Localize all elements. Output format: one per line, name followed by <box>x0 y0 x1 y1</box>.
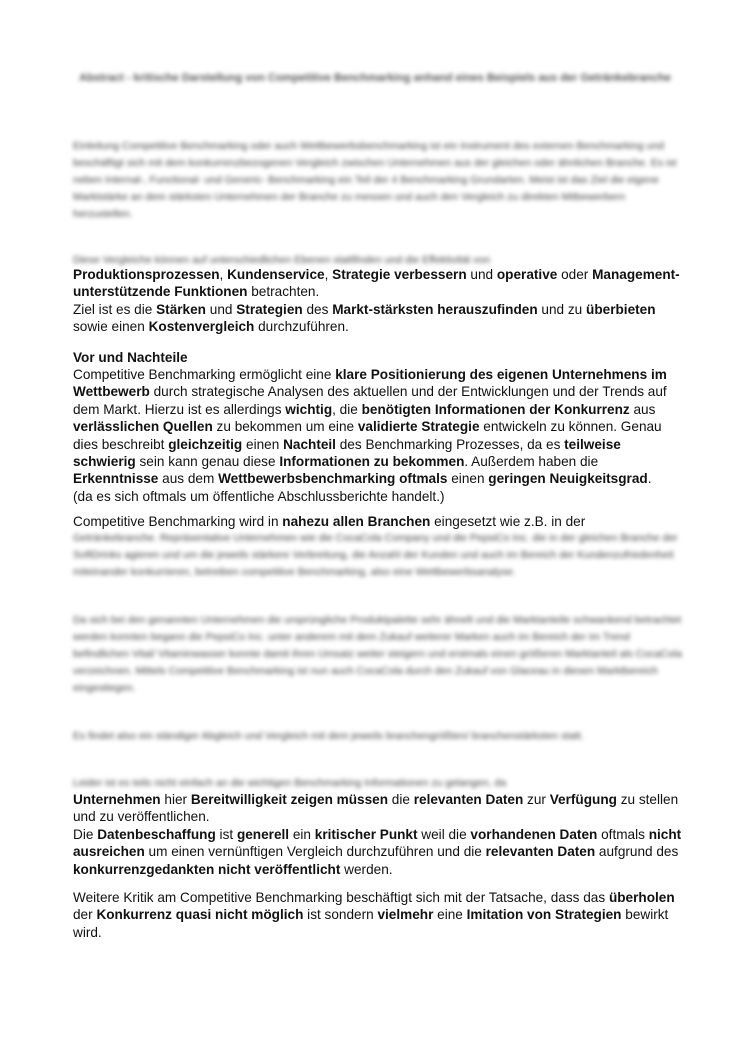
section-ziele: Produktionsprozessen, Kundenservice, Strategie verbessern und operative oder Management-unterstützende Funktionen betrachten. Ziel ist es die Stärken und Strategien des Markt-stärksten herauszufinden und zu überbieten sowie einen Kostenvergleich durchzuführen. <box>73 267 680 335</box>
bold-term: klare Positionierung des eigenen Unternehmens im Wettbewerb <box>73 367 667 400</box>
bold-term: Konkurrenz quasi nicht möglich <box>96 907 304 923</box>
bold-term: Unternehmen <box>73 792 161 807</box>
section-abgleich-blurred: Es findet also ein ständiger Abgleich und Vergleich mit dem jeweils branchengrößten/ branchenstärksten statt. <box>73 730 584 742</box>
bold-term: Verfügung <box>549 792 617 807</box>
bold-term: verlässlichen Quellen <box>73 419 213 435</box>
bold-term: überholen <box>608 890 675 905</box>
bold-term: generell <box>236 826 290 842</box>
bold-term: Informationen zu bekommen <box>279 454 465 470</box>
section-branchen-blurred: Getränkebranche. Repräsentative Unternehmen wie die CocaCola Company und die PepsiCo Inc. die in der gleichen Branche der SoftDrinks agieren und um die jeweils stärkere Verbreitung, die Anzahl der Kunden und auch im Bereich der Kundenzufriedenheit miteinander konkurrieren, betreiben competitive Benchmarking, also eine Wettbewerbsanalyse. <box>73 532 678 578</box>
bold-term: konkurrenzgedankten nicht veröffentlicht <box>73 861 341 877</box>
section-kritik-blurred: Leider ist es teils nicht einfach an die wichtigen Benchmarking Informationen zu gelangen, da <box>73 777 507 789</box>
bold-term: benötigten Informationen der Konkurrenz <box>361 401 630 417</box>
bold-term: Produktionsprozessen <box>73 267 220 282</box>
bold-term: nahezu allen Branchen <box>282 514 431 529</box>
bold-term: relevanten Daten <box>413 792 524 807</box>
section-branchen-lead: Competitive Benchmarking wird in nahezu allen Branchen eingesetzt wie z.B. in der <box>73 514 586 529</box>
bold-term: wichtig <box>285 401 333 417</box>
intro-tail-blurred: Diese Vergleiche können auf unterschiedlichen Ebenen stattfinden und die Effektivität von <box>73 254 491 266</box>
section-pepsico-blurred: Da sich bei den genannten Unternehmen die ursprüngliche Produktpalette sehr ähnelt und die Marktanteile schwankend betrachtet werden konnten begann die PepsiCo Inc. unter anderem mit dem Zukauf weiterer Marken auch im Bereich der im Trend befindlichen Vital/ Vitaminwasser konnte damit ihren Umsatz weiter steigern und erstmals einen größeren Marktanteil als CocaCola verzeichnen. Mittels Competitive Benchmarking ist nun auch CocaCola durch den Zukauf von Glaceau in diesen Marktbereich eingestiegen. <box>73 614 682 694</box>
document-title: Abstract - kritische Darstellung von Competitive Benchmarking anhand eines Beispiels aus der Getränkebranche <box>79 72 671 84</box>
section-kritik: Unternehmen hier Bereitwilligkeit zeigen müssen die relevanten Daten zur Verfügung zu stellen und zu veröffentlichen. Die Datenbeschaffung ist generell ein kritischer Punkt weil die vorhandenen Daten oftmals nicht ausreichen um einen vernünftigen Vergleich durchzuführen und die relevanten Daten aufgrund des konkurrenzgedankten nicht veröffentlicht werden. <box>73 792 682 877</box>
bold-term: Kostenvergleich <box>148 319 255 335</box>
bold-term: Datenbeschaffung <box>97 826 216 842</box>
heading-vor-nachteile: Vor und Nachteile <box>73 350 188 365</box>
bold-term: gleichzeitig <box>168 436 243 452</box>
bold-term: vielmehr <box>377 907 434 923</box>
bold-term: teilweise schwierig <box>73 436 621 470</box>
section-weitere-kritik: Weitere Kritik am Competitive Benchmarking beschäftigt sich mit der Tatsache, dass das überholen der Konkurrenz quasi nicht möglich ist sondern vielmehr eine Imitation von Strategien bewirkt wird. <box>73 890 675 940</box>
bold-term: Erkenntnisse <box>73 471 159 487</box>
bold-term: Nachteil <box>283 436 336 452</box>
bold-term: validierte Strategie <box>357 419 480 435</box>
bold-term: überbieten <box>586 301 656 317</box>
bold-term: Wettbewerbsbenchmarking oftmals <box>218 471 448 487</box>
bold-term: Imitation von Strategien <box>466 907 622 923</box>
bold-term: Strategien <box>236 301 303 317</box>
bold-term: relevanten Daten <box>485 844 596 860</box>
bold-term: Markt-stärksten herauszufinden <box>332 301 538 317</box>
intro-paragraph-blurred: Einleitung Competitive Benchmarking oder auch Wettbewerbsbenchmarking ist ein Instrument des externen Benchmarking und beschäftigt sich mit dem konkurrenzbezogenen Vergleich zwischen Unternehmen aus der gleichen oder ähnlichen Branche. Es ist neben Internal-, Functional- und Generic- Benchmarking ein Teil der 4 Benchmarking Grundarten. Meist ist das Ziel die eigene Marktstärke an dem stärksten Unternehmen der Branche zu messen und auch den Vergleich zu direkten Mitbewerbern herzustellen. <box>73 140 677 220</box>
bold-term: vorhandenen Daten <box>470 826 598 842</box>
bold-term: nicht ausreichen <box>73 826 682 860</box>
bold-term: Bereitwilligkeit zeigen müssen <box>190 792 389 807</box>
bold-term: geringen Neuigkeitsgrad <box>488 471 648 487</box>
bold-term: Kundenservice <box>227 267 325 282</box>
bold-term: Stärken <box>156 301 206 317</box>
section-vor-nachteile: Competitive Benchmarking ermöglicht eine klare Positionierung des eigenen Unternehmens im Wettbewerb durch strategische Analysen des aktuellen und der Entwicklungen und der Trends auf dem Markt. Hierzu ist es allerdings wichtig, die benötigten Informationen der Konkurrenz aus verlässlichen Quellen zu bekommen um eine validierte Strategie entwickeln zu können. Genau dies beschreibt gleichzeitig einen Nachteil des Benchmarking Prozesses, da es teilweise schwierig sein kann genau diese Informationen zu bekommen. Außerdem haben die Erkenntnisse aus dem Wettbewerbsbenchmarking oftmals einen geringen Neuigkeitsgrad. (da es sich oftmals um öffentliche Abschlussberichte handelt.) <box>73 367 667 504</box>
bold-term: Management-unterstützende Funktionen <box>73 267 680 300</box>
bold-term: operative <box>496 267 558 282</box>
bold-term: Strategie verbessern <box>332 267 467 282</box>
bold-term: kritischer Punkt <box>314 826 418 842</box>
